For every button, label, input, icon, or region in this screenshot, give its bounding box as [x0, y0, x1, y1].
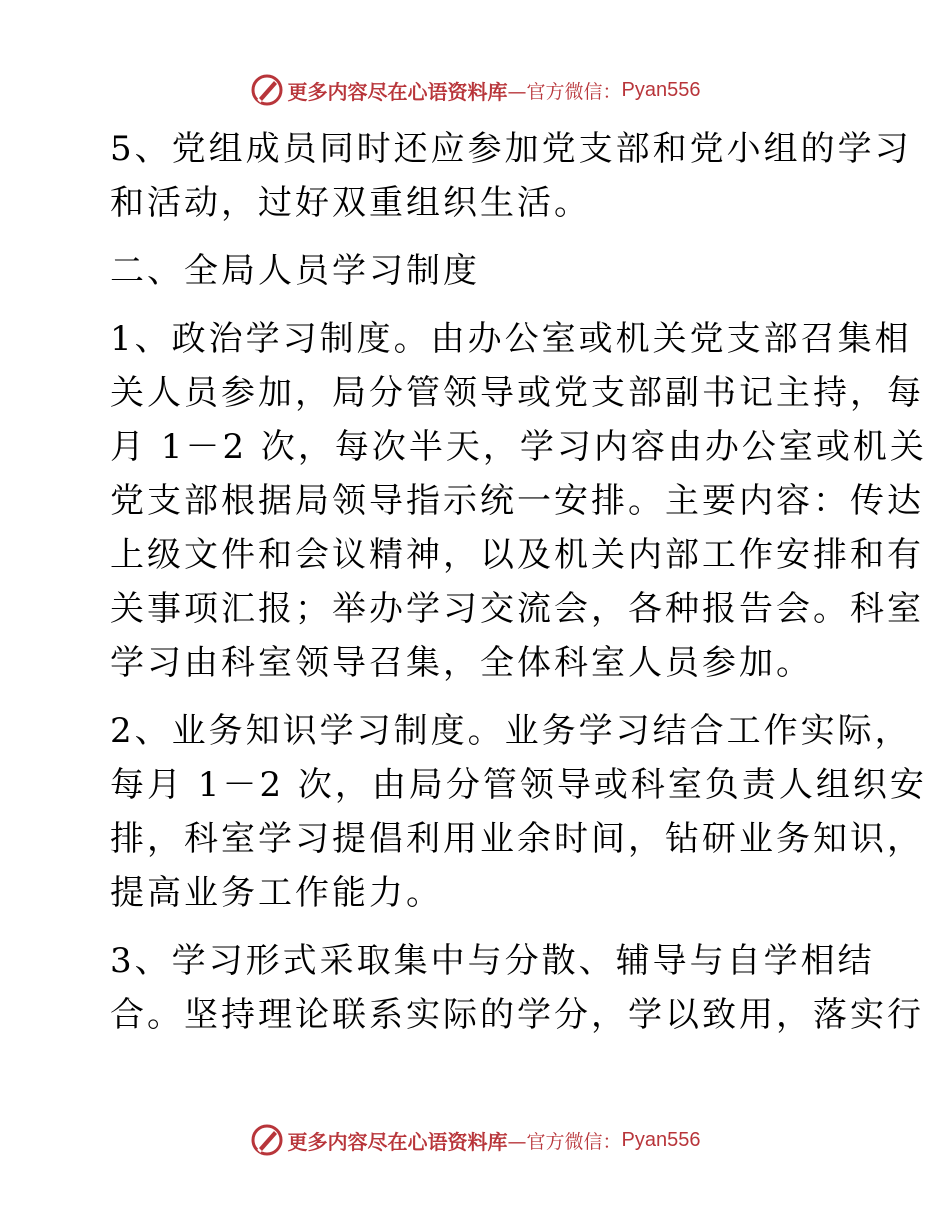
heading-line: 二、全局人员学习制度 [110, 251, 480, 291]
document-body [98, 122, 927, 1056]
text-line: 排，科室学习提倡利用业余时间，钻研业务知识， [110, 819, 924, 859]
text-line: 学习由科室领导召集，全体科室人员参加。 [110, 643, 813, 683]
footer-watermark [0, 1120, 950, 1160]
section-heading [98, 244, 858, 298]
text-line: 上级文件和会议精神，以及机关内部工作安排和有 [110, 535, 924, 575]
text-line: 提高业务工作能力。 [110, 873, 443, 913]
paragraph-party-members [98, 122, 912, 230]
text-line: 关事项汇报；举办学习交流会，各种报告会。科室 [110, 589, 924, 629]
watermark-account: Pyan556 [621, 78, 701, 101]
text-line: 5、党组成员同时还应参加党支部和党小组的学习 [110, 129, 912, 169]
text-line: 每月 1－2 次，由局分管领导或科室负责人组织安 [110, 765, 927, 805]
pen-logo-icon [250, 73, 284, 107]
text-line: 和活动，过好双重组织生活。 [110, 183, 591, 223]
watermark-separator: —官方微信： [507, 80, 622, 103]
paragraph-political-study [98, 312, 927, 690]
text-line: 2、业务知识学习制度。业务学习结合工作实际， [110, 711, 912, 751]
watermark-account: Pyan556 [621, 1128, 701, 1151]
pen-logo-icon [250, 1123, 284, 1157]
watermark-text: 更多内容尽在心语资料库 [287, 79, 508, 104]
paragraph-study-format [98, 934, 924, 1042]
text-line: 3、学习形式采取集中与分散、辅导与自学相结 [110, 941, 875, 981]
text-line: 1、政治学习制度。由办公室或机关党支部召集相 [110, 319, 912, 359]
watermark-separator: —官方微信： [507, 1130, 622, 1153]
text-line: 合。坚持理论联系实际的学分，学以致用，落实行 [110, 995, 924, 1035]
text-line: 党支部根据局领导指示统一安排。主要内容：传达 [110, 481, 924, 521]
header-watermark [0, 70, 950, 110]
paragraph-business-study [98, 704, 927, 920]
text-line: 月 1－2 次，每次半天，学习内容由办公室或机关 [110, 427, 927, 467]
text-line: 关人员参加，局分管领导或党支部副书记主持，每 [110, 373, 924, 413]
watermark-text: 更多内容尽在心语资料库 [287, 1129, 508, 1154]
